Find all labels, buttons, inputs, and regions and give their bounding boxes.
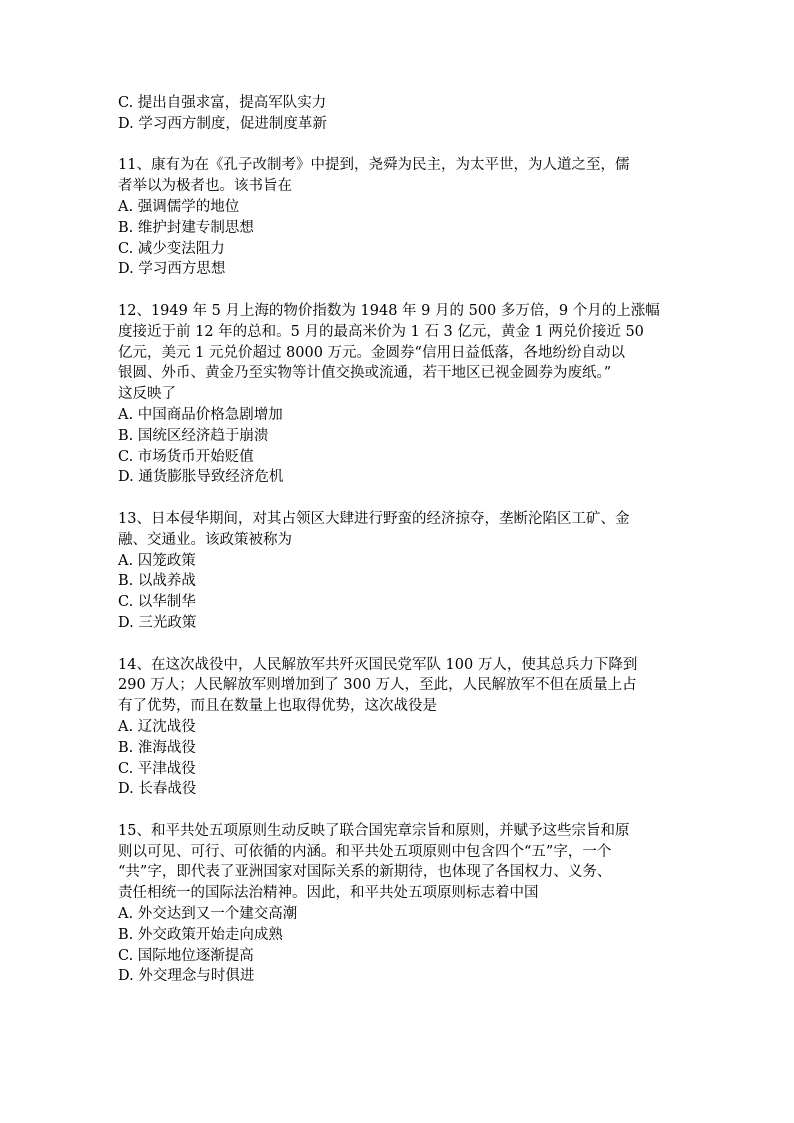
option-a: A. 中国商品价格急剧增加 <box>118 406 283 423</box>
question-stem-line: 14、在这次战役中，人民解放军共歼灭国民党军队 100 万人，使其总兵力下降到 <box>118 656 638 673</box>
option-c: C. 提出自强求富，提高军队实力 <box>118 95 327 111</box>
question-stem-line: 11、康有为在《孔子改制考》中提到，尧舜为民主，为太平世，为人道之至，儒 <box>118 157 630 174</box>
question-stem-line: 亿元，美元 1 元兑价超过 8000 万元。金圆券“信用日益低落，各地纷纷自动以 <box>118 344 625 361</box>
option-c: C. 市场货币开始贬值 <box>118 448 254 465</box>
question-11 <box>118 155 688 280</box>
question-stem-line: “共”字，即代表了亚洲国家对国际关系的新期待，也体现了各国权力、义务、 <box>118 864 612 881</box>
option-b: B. 以战养战 <box>118 573 196 590</box>
question-stem-line: 12、1949 年 5 月上海的物价指数为 1948 年 9 月的 500 多万倍，9 个月的上涨幅 <box>118 302 660 319</box>
option-b: B. 淮海战役 <box>118 739 196 756</box>
option-c: C. 平津战役 <box>118 760 196 777</box>
option-d: D. 外交理念与时俱进 <box>118 968 255 985</box>
option-d: D. 学习西方制度，促进制度革新 <box>118 115 327 132</box>
question-stem-line: 这反映了 <box>118 386 176 403</box>
question-stem-line: 融、交通业。该政策被称为 <box>118 531 292 548</box>
question-13 <box>118 509 688 634</box>
question-stem-line: 则以可见、可行、可依循的内涵。和平共处五项原则中包含四个“五”字，一个 <box>118 843 612 860</box>
question-12 <box>118 301 688 488</box>
question-15 <box>118 821 688 987</box>
question-14 <box>118 655 688 801</box>
document-page <box>118 93 688 987</box>
option-c: C. 以华制华 <box>118 594 196 611</box>
option-b: B. 国统区经济趋于崩溃 <box>118 427 269 444</box>
question-stem-line: 290 万人；人民解放军则增加到了 300 万人，至此，人民解放军不但在质量上占 <box>118 677 637 694</box>
question-stem-line: 责任相统一的国际法治精神。因此，和平共处五项原则标志着中国 <box>118 885 539 902</box>
option-b: B. 外交政策开始走向成熟 <box>118 926 283 943</box>
option-d: D. 学习西方思想 <box>118 261 226 278</box>
option-c: C. 国际地位逐渐提高 <box>118 947 254 964</box>
option-c: C. 减少变法阻力 <box>118 240 225 257</box>
question-stem-line: 者举以为极者也。该书旨在 <box>118 178 292 195</box>
option-a: A. 囚笼政策 <box>118 552 196 569</box>
question-stem-line: 银圆、外币、黄金乃至实物等计值交换或流通，若干地区已视金圆券为废纸。” <box>118 365 612 382</box>
question-10-tail <box>118 93 688 135</box>
option-d: D. 通货膨胀导致经济危机 <box>118 469 284 486</box>
option-d: D. 三光政策 <box>118 614 197 631</box>
question-stem-line: 13、日本侵华期间，对其占领区大肆进行野蛮的经济掠夺，垄断沦陷区工矿、金 <box>118 510 630 527</box>
option-b: B. 维护封建专制思想 <box>118 219 254 236</box>
option-a: A. 强调儒学的地位 <box>118 198 240 215</box>
question-stem-line: 15、和平共处五项原则生动反映了联合国宪章宗旨和原则，并赋予这些宗旨和原 <box>118 822 630 839</box>
option-a: A. 外交达到又一个建交高潮 <box>118 906 298 923</box>
question-stem-line: 有了优势，而且在数量上也取得优势，这次战役是 <box>118 698 437 715</box>
option-d: D. 长春战役 <box>118 781 197 798</box>
question-stem-line: 度接近于前 12 年的总和。5 月的最高米价为 1 石 3 亿元，黄金 1 两兑价接近 50 <box>118 323 644 340</box>
option-a: A. 辽沈战役 <box>118 718 196 735</box>
